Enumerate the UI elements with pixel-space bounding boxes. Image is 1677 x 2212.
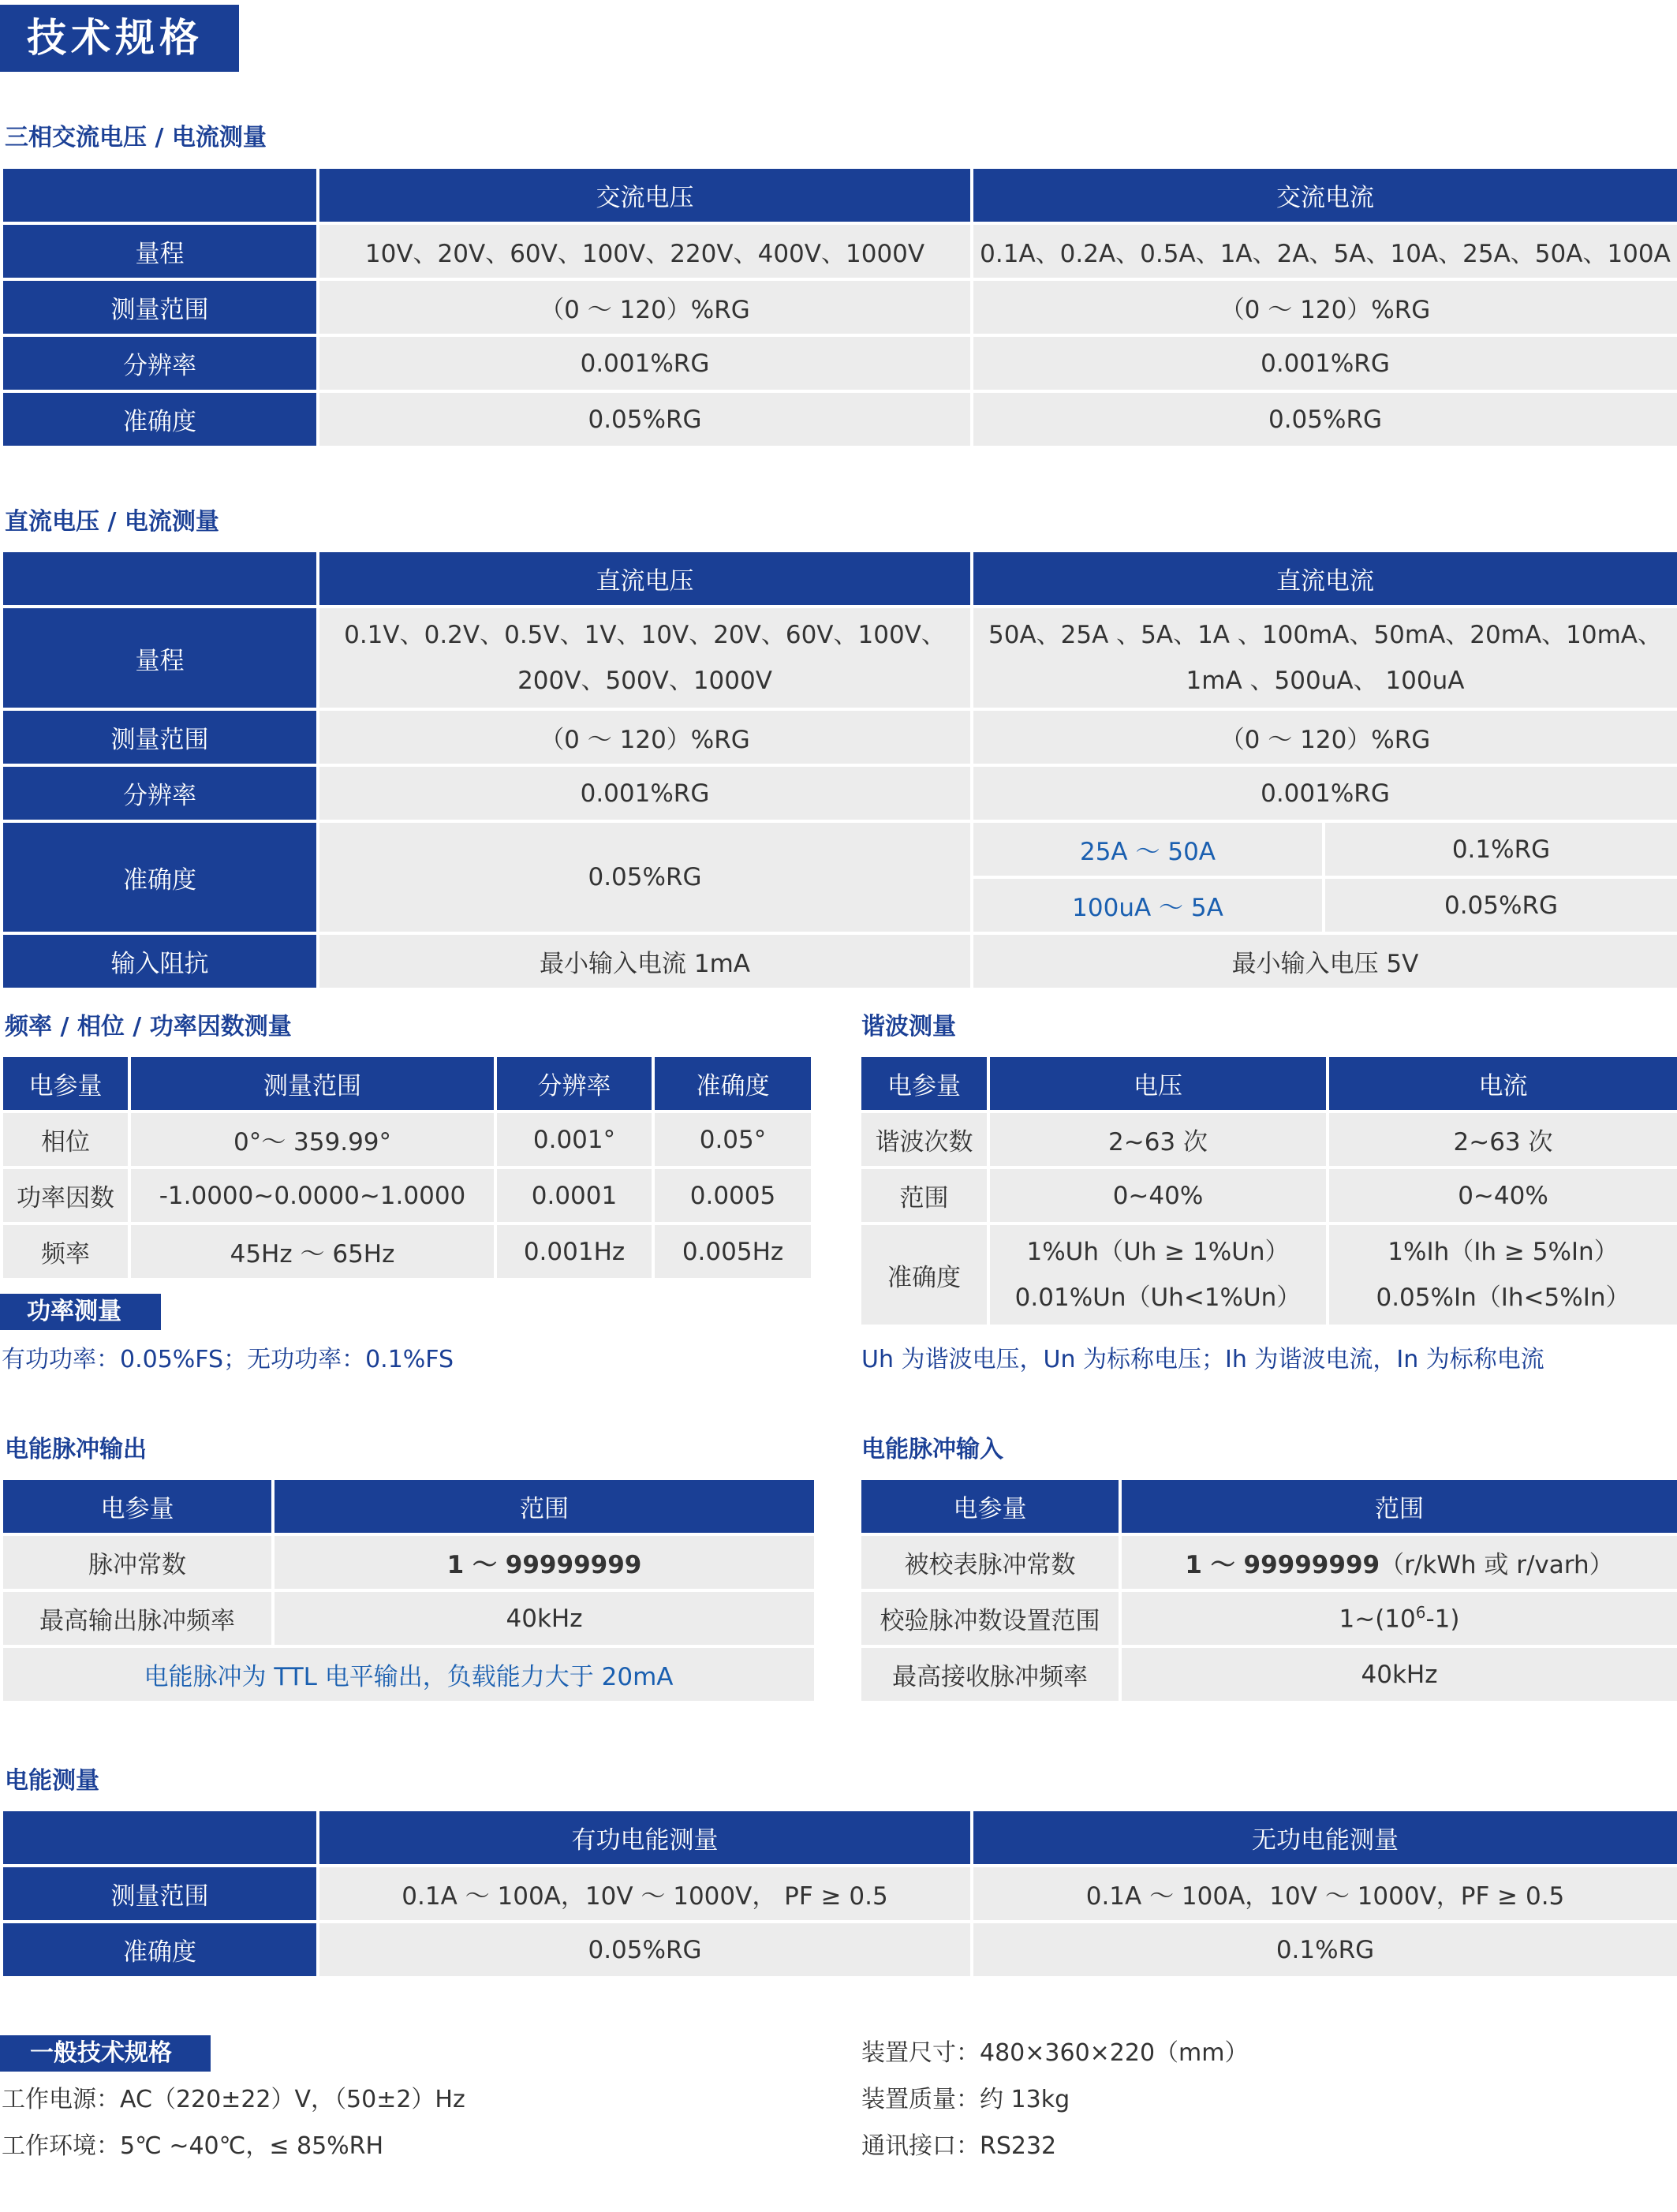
freq-cell: 0.0001 <box>497 1169 652 1222</box>
energy-header-active: 有功电能测量 <box>319 1811 970 1864</box>
freq-cell: 0.001° <box>497 1113 652 1166</box>
freq-cell: 0.001Hz <box>497 1225 652 1278</box>
dc-range-voltage <box>319 608 970 708</box>
dc-acc-sub-value: 0.1%RG <box>1325 823 1677 876</box>
dc-res-voltage: 0.001%RG <box>319 767 970 820</box>
ac-acc-voltage: 0.05%RG <box>319 393 970 446</box>
pulse-in-header: 范围 <box>1122 1480 1677 1533</box>
ac-row-label: 准确度 <box>3 393 316 446</box>
harmonic-acc-voltage-line: 0.01%Un（Uh<1%Un） <box>1014 1283 1302 1312</box>
dc-acc-voltage: 0.05%RG <box>319 823 970 932</box>
pulse-out-note: 电能脉冲为 TTL 电平输出，负载能力大于 20mA <box>3 1648 814 1701</box>
pulse-out-label: 脉冲常数 <box>3 1536 271 1589</box>
general-spec: 工作环境：5℃ ~40℃，≤ 85%RH <box>2 2132 384 2160</box>
energy-range-reactive: 0.1A ～ 100A，10V ～ 1000V，PF ≥ 0.5 <box>973 1867 1677 1920</box>
dc-acc-sub-range: 25A ～ 50A <box>973 823 1322 876</box>
pulse-in-label: 最高接收脉冲频率 <box>861 1648 1119 1701</box>
harmonic-table <box>858 1054 1677 1328</box>
harmonic-acc-current-line: 1%Ih（Ih ≥ 5%In） <box>1388 1238 1619 1266</box>
harmonic-cell: 0~40% <box>1329 1169 1677 1222</box>
harmonic-acc-label: 准确度 <box>861 1225 987 1325</box>
ac-header-voltage: 交流电压 <box>319 169 970 222</box>
dc-range-current <box>973 608 1677 708</box>
dc-range-current-line: 50A、25A 、5A、1A 、100mA、50mA、20mA、10mA、 <box>988 621 1662 649</box>
ac-row-label: 分辨率 <box>3 337 316 390</box>
dc-row-label: 测量范围 <box>3 711 316 764</box>
dc-res-current: 0.001%RG <box>973 767 1677 820</box>
general-section-title: 一般技术规格 <box>0 2035 211 2072</box>
energy-range-active: 0.1A ～ 100A，10V ～ 1000V， PF ≥ 0.5 <box>319 1867 970 1920</box>
dc-row-label: 准确度 <box>3 823 316 932</box>
ac-header-blank <box>3 169 316 222</box>
energy-header-reactive: 无功电能测量 <box>973 1811 1677 1864</box>
pulse-out-label: 最高输出脉冲频率 <box>3 1592 271 1645</box>
pulse-in-value <box>1122 1536 1677 1589</box>
harmonic-header: 电压 <box>990 1057 1326 1110</box>
harmonic-cell: 谐波次数 <box>861 1113 987 1166</box>
dc-imp-current: 最小输入电压 5V <box>973 935 1677 988</box>
freq-header: 测量范围 <box>131 1057 494 1110</box>
page-title: 技术规格 <box>0 5 239 72</box>
harmonic-section-title: 谐波测量 <box>861 1013 956 1041</box>
power-text: 有功功率：0.05%FS；无功功率：0.1%FS <box>2 1346 454 1373</box>
pulse-in-value-pre: 1~(10 <box>1339 1605 1416 1634</box>
ac-range-current: 0.1A、0.2A、0.5A、1A、2A、5A、10A、25A、50A、100A <box>973 225 1677 278</box>
ac-mrange-current: （0 ～ 120）%RG <box>973 281 1677 334</box>
freq-cell: 0.0005 <box>655 1169 811 1222</box>
harmonic-header: 电流 <box>1329 1057 1677 1110</box>
freq-table <box>0 1054 814 1281</box>
pulse-in-value-unit: （r/kWh 或 r/varh） <box>1380 1551 1614 1579</box>
freq-cell: 相位 <box>3 1113 128 1166</box>
harmonic-cell: 范围 <box>861 1169 987 1222</box>
pulse-in-label: 被校表脉冲常数 <box>861 1536 1119 1589</box>
energy-acc-reactive: 0.1%RG <box>973 1923 1677 1976</box>
ac-range-voltage: 10V、20V、60V、100V、220V、400V、1000V <box>319 225 970 278</box>
dc-mrange-current: （0 ～ 120）%RG <box>973 711 1677 764</box>
dc-header-current: 直流电流 <box>973 552 1677 605</box>
ac-acc-current: 0.05%RG <box>973 393 1677 446</box>
dc-header-voltage: 直流电压 <box>319 552 970 605</box>
ac-section-title: 三相交流电压 / 电流测量 <box>5 124 267 151</box>
pulse-out-section-title: 电能脉冲输出 <box>5 1436 147 1463</box>
freq-header: 电参量 <box>3 1057 128 1110</box>
ac-mrange-voltage: （0 ～ 120）%RG <box>319 281 970 334</box>
pulse-out-value: 1 ～ 99999999 <box>275 1536 814 1589</box>
dc-acc-sub-value: 0.05%RG <box>1325 879 1677 932</box>
dc-acc-sub-range: 100uA ～ 5A <box>973 879 1322 932</box>
energy-header-blank <box>3 1811 316 1864</box>
harmonic-cell: 2~63 次 <box>1329 1113 1677 1166</box>
energy-table <box>0 1808 1677 1979</box>
freq-cell: 0.005Hz <box>655 1225 811 1278</box>
freq-cell: 0.05° <box>655 1113 811 1166</box>
harmonic-cell: 2~63 次 <box>990 1113 1326 1166</box>
power-section-title: 功率测量 <box>0 1294 161 1330</box>
ac-row-label: 测量范围 <box>3 281 316 334</box>
dc-range-current-line: 1mA 、500uA、 100uA <box>1186 667 1465 695</box>
pulse-out-header: 电参量 <box>3 1480 271 1533</box>
pulse-in-label: 校验脉冲数设置范围 <box>861 1592 1119 1645</box>
pulse-out-table <box>0 1477 817 1704</box>
dc-row-label: 分辨率 <box>3 767 316 820</box>
pulse-out-value: 40kHz <box>275 1592 814 1645</box>
pulse-out-header: 范围 <box>275 1480 814 1533</box>
pulse-in-value-bold: 1 ～ 99999999 <box>1185 1551 1380 1579</box>
dc-header-blank <box>3 552 316 605</box>
general-spec: 工作电源：AC（220±22）V，（50±2）Hz <box>2 2086 465 2113</box>
dc-imp-voltage: 最小输入电流 1mA <box>319 935 970 988</box>
dc-row-label: 量程 <box>3 608 316 708</box>
energy-section-title: 电能测量 <box>5 1767 99 1795</box>
freq-section-title: 频率 / 相位 / 功率因数测量 <box>5 1013 292 1041</box>
pulse-in-table <box>858 1477 1677 1704</box>
energy-row-label: 测量范围 <box>3 1867 316 1920</box>
freq-cell: 0°～ 359.99° <box>131 1113 494 1166</box>
dc-table <box>0 549 1677 991</box>
ac-res-voltage: 0.001%RG <box>319 337 970 390</box>
harmonic-acc-voltage <box>990 1225 1326 1325</box>
harmonic-acc-current <box>1329 1225 1677 1325</box>
ac-header-current: 交流电流 <box>973 169 1677 222</box>
dc-range-voltage-line: 200V、500V、1000V <box>517 667 772 695</box>
pulse-in-value-post: -1) <box>1425 1605 1460 1634</box>
pulse-in-value <box>1122 1592 1677 1645</box>
dc-range-voltage-line: 0.1V、0.2V、0.5V、1V、10V、20V、60V、100V、 <box>344 621 946 649</box>
pulse-in-value-sup: 6 <box>1415 1603 1426 1623</box>
energy-row-label: 准确度 <box>3 1923 316 1976</box>
ac-table <box>0 166 1677 449</box>
dc-mrange-voltage: （0 ～ 120）%RG <box>319 711 970 764</box>
harmonic-note: Uh 为谐波电压，Un 为标称电压；Ih 为谐波电流，In 为标称电流 <box>861 1346 1544 1373</box>
pulse-in-value: 40kHz <box>1122 1648 1677 1701</box>
harmonic-acc-voltage-line: 1%Uh（Uh ≥ 1%Un） <box>1026 1238 1290 1266</box>
pulse-in-header: 电参量 <box>861 1480 1119 1533</box>
ac-row-label: 量程 <box>3 225 316 278</box>
freq-cell: 功率因数 <box>3 1169 128 1222</box>
dc-row-label: 输入阻抗 <box>3 935 316 988</box>
freq-cell: -1.0000~0.0000~1.0000 <box>131 1169 494 1222</box>
freq-header: 分辨率 <box>497 1057 652 1110</box>
pulse-in-section-title: 电能脉冲输入 <box>861 1436 1003 1463</box>
energy-acc-active: 0.05%RG <box>319 1923 970 1976</box>
general-spec: 装置质量：约 13kg <box>861 2086 1070 2113</box>
harmonic-cell: 0~40% <box>990 1169 1326 1222</box>
dc-section-title: 直流电压 / 电流测量 <box>5 508 219 536</box>
harmonic-header: 电参量 <box>861 1057 987 1110</box>
harmonic-acc-current-line: 0.05%In（Ih<5%In） <box>1376 1283 1630 1312</box>
freq-cell: 45Hz ～ 65Hz <box>131 1225 494 1278</box>
ac-res-current: 0.001%RG <box>973 337 1677 390</box>
general-spec: 装置尺寸：480×360×220（mm） <box>861 2039 1249 2067</box>
freq-cell: 频率 <box>3 1225 128 1278</box>
general-spec: 通讯接口：RS232 <box>861 2132 1057 2160</box>
freq-header: 准确度 <box>655 1057 811 1110</box>
